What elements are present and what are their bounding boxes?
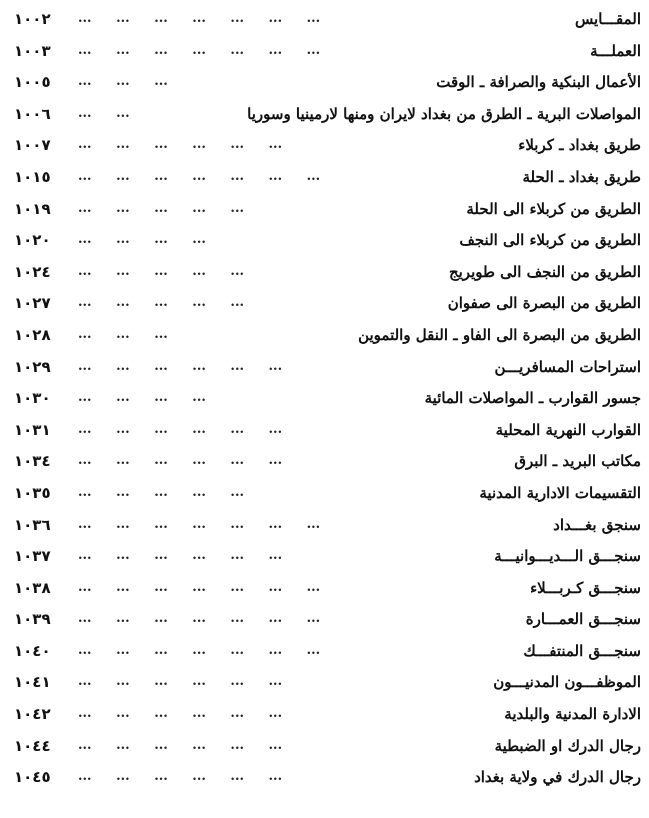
toc-entry-leader: ... ... ... ... ...: [78, 200, 244, 216]
toc-entry-page: ١٠٤٥: [14, 768, 51, 787]
toc-entry-title: جسور القوارب ـ المواصلات المائية: [424, 389, 641, 408]
toc-entry-leader: ... ... ... ... ... ...: [78, 737, 283, 753]
toc-entry-page: ١٠٤٢: [14, 705, 51, 724]
toc-entry-title: الطريق من البصرة الى الفاو ـ النقل والتموين: [358, 325, 641, 344]
toc-entry: [0, 131, 649, 163]
toc-entry-title: سنجق بغـــداد: [553, 515, 641, 534]
toc-entry: [0, 574, 649, 606]
toc-entry: [0, 226, 649, 258]
toc-entry-title: الادارة المدنية والبلدية: [504, 705, 641, 724]
toc-entry: [0, 542, 649, 574]
toc-entry-title: طريق بغداد ـ كربلاء: [518, 136, 641, 155]
toc-entry-page: ١٠١٥: [14, 167, 51, 186]
toc-entry-page: ١٠٢٧: [14, 294, 51, 313]
toc-entry-page: ١٠٣٠: [14, 389, 51, 408]
toc-entry-page: ١٠٣٧: [14, 547, 51, 566]
toc-entry-leader: ... ... ... ... ... ...: [78, 769, 283, 785]
toc-entry-page: ١٠٠٥: [14, 73, 51, 92]
toc-entry-title: الأعمال البنكية والصرافة ـ الوقت: [436, 73, 641, 92]
toc-entry-leader: ... ... ... ...: [78, 232, 206, 248]
toc-entry-leader: ... ... ... ...: [78, 390, 206, 406]
toc-entry: [0, 605, 649, 637]
toc-entry: [0, 353, 649, 385]
toc-entry: [0, 195, 649, 227]
toc-entry-page: ١٠٣٦: [14, 515, 51, 534]
toc-entry-leader: ... ...: [78, 105, 130, 121]
toc-entry: [0, 447, 649, 479]
toc-entry: [0, 37, 649, 69]
toc-entry-leader: ... ... ... ... ...: [78, 484, 244, 500]
toc-entry-title: التقسيمات الادارية المدنية: [479, 483, 641, 502]
toc-entry: [0, 637, 649, 669]
toc-entry-leader: ... ... ... ... ... ... ...: [78, 611, 321, 627]
toc-entry-leader: ... ... ... ... ... ... ...: [78, 579, 321, 595]
toc-entry: [0, 289, 649, 321]
toc-entry-page: ١٠٣٤: [14, 452, 51, 471]
toc-entry: [0, 763, 649, 795]
toc-entry-leader: ... ... ... ... ... ...: [78, 453, 283, 469]
toc-entry-page: ١٠٢٤: [14, 262, 51, 281]
toc-entry-title: سنجـــق العمـــارة: [525, 610, 641, 629]
toc-entry-leader: ... ... ... ... ... ... ...: [78, 42, 321, 58]
toc-entry-page: ١٠٠٢: [14, 10, 51, 28]
toc-entry: [0, 258, 649, 290]
toc-entry-leader: ... ... ... ... ...: [78, 263, 244, 279]
toc-entry: [0, 511, 649, 543]
toc-entry: [0, 700, 649, 732]
toc-entry-page: ١٠٣٩: [14, 610, 51, 629]
toc-entry-title: العملـــة: [590, 41, 641, 60]
toc-entry-title: رجال الدرك او الضبطية: [494, 736, 641, 755]
toc-entry-page: ١٠٠٧: [14, 136, 51, 155]
toc-entry-title: المقـــايس: [574, 10, 641, 28]
toc-entry: [0, 668, 649, 700]
toc-entry-title: طريق بغداد ـ الحلة: [522, 167, 641, 186]
toc-entry-title: سنجـــق الـــديـــوانيـــة: [494, 547, 641, 566]
toc-entry-title: الطريق من كربلاء الى النجف: [459, 231, 641, 250]
toc-entry-leader: ... ... ... ... ... ... ...: [78, 11, 321, 26]
toc-entry-title: الطريق من كربلاء الى الحلة: [466, 199, 641, 218]
toc-entry-leader: ... ... ... ... ... ... ...: [78, 168, 321, 184]
toc-entry-title: سنجـــق كـربـــلاء: [530, 578, 641, 597]
toc-entry-page: ١٠٢٩: [14, 357, 51, 376]
toc-entry-page: ١٠٤٠: [14, 641, 51, 660]
toc-entry-leader: ... ... ... ... ... ... ...: [78, 642, 321, 658]
toc-entry-leader: ... ... ... ... ... ...: [78, 674, 283, 690]
toc-entry: [0, 5, 649, 37]
toc-entry-title: سنجـــق المنتفـــك: [523, 641, 641, 660]
toc-entry-leader: ... ... ... ... ... ...: [78, 421, 283, 437]
toc-entry: [0, 163, 649, 195]
toc-entry: [0, 479, 649, 511]
toc-entry-leader: ... ... ... ... ... ...: [78, 548, 283, 564]
toc-entry-leader: ... ... ...: [78, 74, 168, 90]
toc-entry-page: ١٠٠٦: [14, 104, 51, 123]
toc-entry-page: ١٠٠٣: [14, 41, 51, 60]
toc-entry-leader: ... ... ... ... ... ...: [78, 358, 283, 374]
toc-entry-page: ١٠١٩: [14, 199, 51, 218]
toc-entry-leader: ... ... ... ... ...: [78, 295, 244, 311]
toc-entry-leader: ... ... ... ... ... ... ...: [78, 516, 321, 532]
toc-entry-page: ١٠٤١: [14, 673, 51, 692]
toc-entry-title: المواصلات البرية ـ الطرق من بغداد لايران ومنها لارمينيا وسوريا: [247, 104, 641, 123]
table-of-contents: [0, 5, 649, 795]
toc-entry-page: ١٠٢٨: [14, 325, 51, 344]
toc-entry-title: رجال الدرك في ولاية بغداد: [474, 768, 641, 787]
toc-entry-page: ١٠٣٨: [14, 578, 51, 597]
toc-entry-page: ١٠٤٤: [14, 736, 51, 755]
toc-entry-leader: ... ... ... ... ... ...: [78, 137, 283, 153]
toc-entry-title: الطريق من النجف الى طويريج: [448, 262, 641, 281]
toc-entry-page: ١٠٣١: [14, 420, 51, 439]
toc-entry-page: ١٠٣٥: [14, 483, 51, 502]
toc-entry: [0, 416, 649, 448]
toc-entry-leader: ... ... ... ... ... ...: [78, 706, 283, 722]
toc-entry-title: القوارب النهرية المحلية: [495, 420, 641, 439]
toc-entry: [0, 100, 649, 132]
toc-entry-leader: ... ... ...: [78, 326, 168, 342]
toc-entry: [0, 732, 649, 764]
toc-entry-title: استراحات المسافريـــن: [494, 357, 641, 376]
toc-entry-title: مكاتب البريد ـ البرق: [514, 452, 641, 471]
toc-entry: [0, 384, 649, 416]
toc-entry-title: الموظفـــون المدنيـــون: [493, 673, 641, 692]
toc-entry-page: ١٠٢٠: [14, 231, 51, 250]
toc-entry: [0, 68, 649, 100]
toc-entry: [0, 321, 649, 353]
toc-entry-title: الطريق من البصرة الى صفوان: [447, 294, 641, 313]
